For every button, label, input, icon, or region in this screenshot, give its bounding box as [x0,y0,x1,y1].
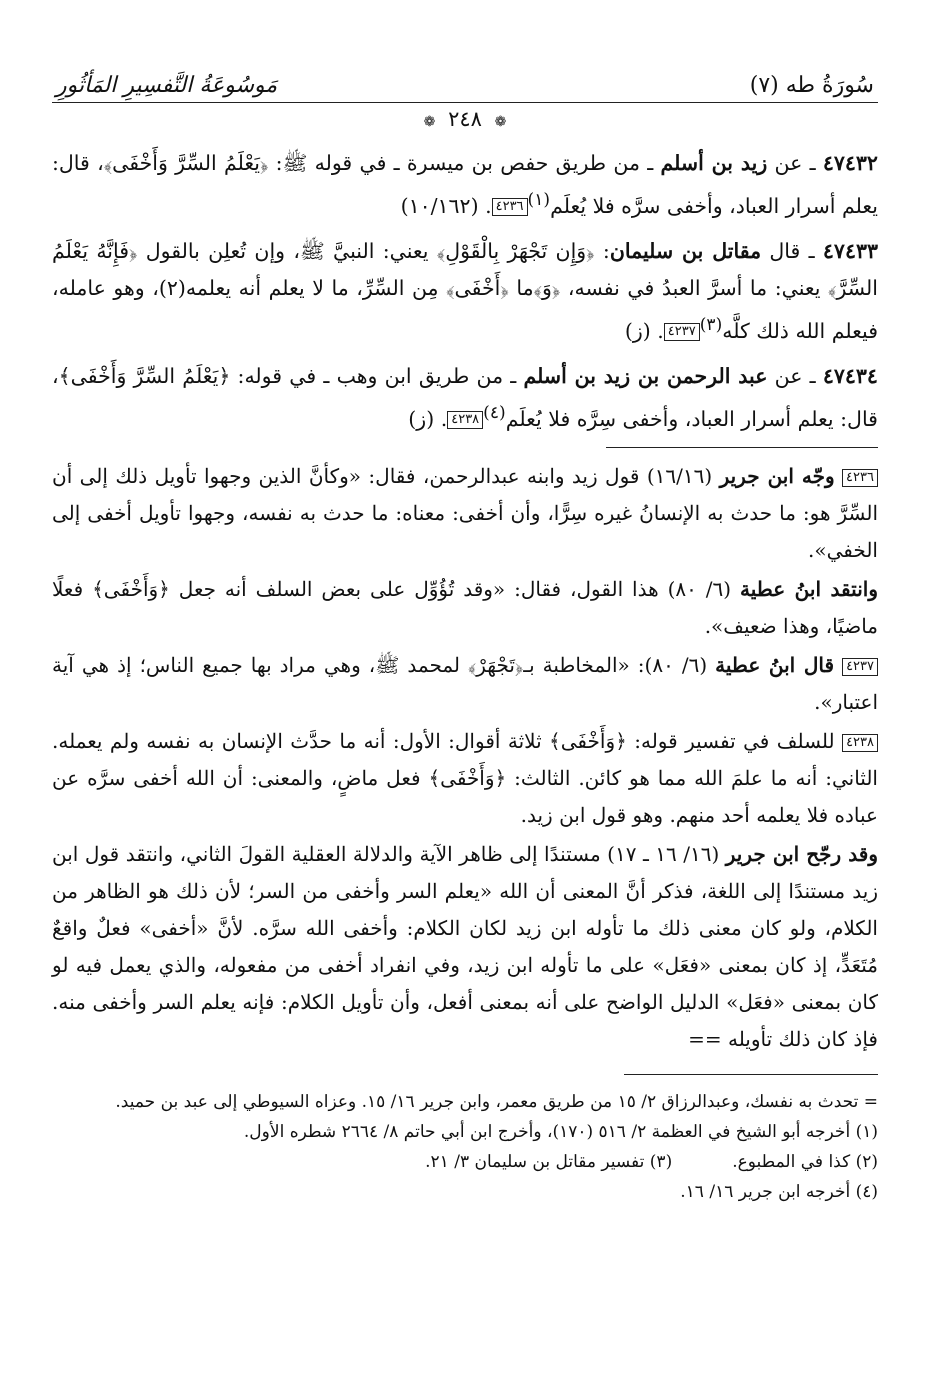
separator-rule [606,447,878,448]
page-number [52,107,878,137]
entry [52,145,878,225]
note-box: ٤٢٣٧ [664,323,700,341]
narrator-name: مقاتل بن سليمان [609,238,762,263]
note [52,836,878,1058]
note-box: ٤٢٣٦ [842,469,878,487]
note-box: ٤٢٣٨ [842,734,878,752]
note [52,458,878,569]
footnote-row [52,1147,878,1177]
footnote-rule [624,1074,878,1075]
footnote-ref: (٣) [699,314,723,335]
note-box: ٤٢٣٧ [842,658,878,676]
note-lead: وجّه ابن جرير [719,464,835,489]
running-header [52,60,878,103]
entry-number: ٤٧٤٣٤ [822,363,878,388]
note-box: ٤٢٣٦ [492,198,528,216]
note-text: للسلف في تفسير قوله: ﴿وَأَخْفَى﴾ ثلاثة أقوال: الأول: أنه ما حدَّث الإنسان به نفسه ولم يعمله. الثاني: أنه ما علمَ الله مما هو كائن. الثالث: ﴿وَأَخْفَى﴾ فعل ماضٍ، والمعنى: أن الله أخفى سرَّه عن عباده فلا يعلمه أحد منهم. وهو قول ابن زيد. [52,729,878,828]
entry-text: : ﴿وَإِن تَجْهَرْ بِالْقَوْلِ﴾ يعني: النبيَّ ﷺ، وإن تُعلِن بالقول ﴿فَإِنَّهُ يَعْلَمُ السِّرَّ﴾ يعني: ما أسرَّ العبدُ في نفسه، ﴿وَ﴾ما ﴿أَخْفَى﴾ مِن السِّرِّ، ما لا يعلم أنه يعلمه(٢)، وهو عامله، فيعلم الله ذلك كلَّه [52,238,878,343]
entry-number: ٤٧٤٣٣ [822,238,878,263]
note [52,571,878,645]
narrator-name: زيد بن أسلم [660,151,768,175]
commentary-notes [52,458,878,1058]
entry-tail: . (١٠/١٦٢) [400,193,492,218]
entry-text: ـ من طريق حفص بن ميسرة ـ في قوله ﷺ: ﴿يَعْلَمُ السِّرَّ وَأَخْفَى﴾، قال: يعلم أسرار العباد، وأخفى سرَّه فلا يُعلَم [52,151,878,218]
page-number-text: ٢٤٨ [448,107,482,131]
note-text: (١٦/ ١٦ ـ ١٧) مستندًا إلى ظاهر الآية والدلالة العقلية القولَ الثاني، وانتقد قول ابن زيد مستندًا إلى اللغة، فذكر أنَّ المعنى أن الله «يعلم السر وأخفى من السر؛ لأن ذلك هو الظاهر من الكلام، ولو كان معنى ذلك ما تأوله ابن زيد لكان الكلام: وأخفى الله سرَّه. لأنَّ «أخفى» فعلٌ واقعٌ مُتَعَدٍّ، إذ كان بمعنى «فعَل» على ما تأوله ابن زيد، وفي انفراد أخفى من مفعوله، والذي يعمل فيه لو كان بمعنى «فعَل» الدليل الواضح على أنه بمعنى أفعل، وأن تأويل الكلام: فإنه يعلم السر وأخفى منه. فإذ كان ذلك تأويله == [52,842,878,1052]
footnote-continuation: = تحدث به نفسك، وعبدالرزاق ٢/ ١٥ من طريق معمر، وابن جرير ١٦/ ١٥. وعزاه السيوطي إلى عبد بن حميد. [115,1092,878,1113]
footnote-ref: (١) [527,190,551,210]
entries [52,145,878,437]
book-title: مَوسُوعَةُ التَّفسِيرِ المَأثُورِ [56,73,278,98]
footnote-ref: (٤) [483,402,506,423]
note-text: (٦/ ٨٠): «المخاطبة بـ﴿تَجْهَرْ﴾ لمحمد ﷺ، وهي مراد بها جميع الناس؛ إذ هي آية اعتبار». [52,653,878,715]
footnote-4: (٤) أخرجه ابن جرير ١٦/ ١٦. [680,1182,878,1203]
entry-tail: . (ز) [408,406,448,431]
footnotes [52,1087,878,1207]
footnote-1: (١) أخرجه أبو الشيخ في العظمة ٢/ ٥١٦ (١٧٠)، وأخرج ابن أبي حاتم ٨/ ٢٦٦٤ شطره الأول. [243,1122,878,1143]
note-lead: وقد رجّح ابن جرير [725,842,878,867]
ornament-icon: ❁ [494,114,507,130]
entry-lead: ـ قال [769,238,815,263]
entry [52,358,878,438]
entry-text: ـ من طريق ابن وهب ـ في قوله: ﴿يَعْلَمُ السِّرَّ وَأَخْفَى﴾، قال: يعلم أسرار العباد، وأخفى سِرَّه فلا يُعلَم [52,363,878,431]
ornament-icon: ❁ [423,114,436,130]
book-page [52,60,878,1207]
note-text: (٦/ ٨٠) هذا القول، فقال: «وقد تُؤُوِّل على بعض السلف أنه جعل ﴿وَأَخْفَى﴾ فعلًا ماضيًا، وهذا ضعيف». [52,577,878,639]
footnote-2: (٢) كذا في المطبوع. [732,1152,878,1173]
entry [52,233,878,350]
entry-number: ٤٧٤٣٢ [822,151,878,175]
note-lead: قال ابنُ عطية [715,653,835,678]
note-text: (١٦/١٦) قول زيد وابنه عبدالرحمن، فقال: «وكأنَّ الذين وجهوا تأويل ذلك إلى أن السِّرَّ هو: ما حدث به الإنسانُ غيره سِرًّا، وأن أخفى: معناه: ما حدث به نفسه، وجهوا تأويل أخفى إلى الخفي». [52,464,878,563]
entry-lead: ـ عن [774,151,816,175]
note [52,723,878,834]
narrator-name: عبد الرحمن بن زيد بن أسلم [523,363,768,388]
note-box: ٤٢٣٨ [447,411,483,429]
note-lead: وانتقد ابنُ عطية [740,577,878,602]
entry-tail: . (ز) [624,318,664,343]
footnote-3: (٣) تفسير مقاتل بن سليمان ٣/ ٢١. [425,1152,673,1173]
sura-title: سُورَةُ طه (٧) [749,73,874,98]
note [52,647,878,721]
entry-lead: ـ عن [774,363,816,388]
